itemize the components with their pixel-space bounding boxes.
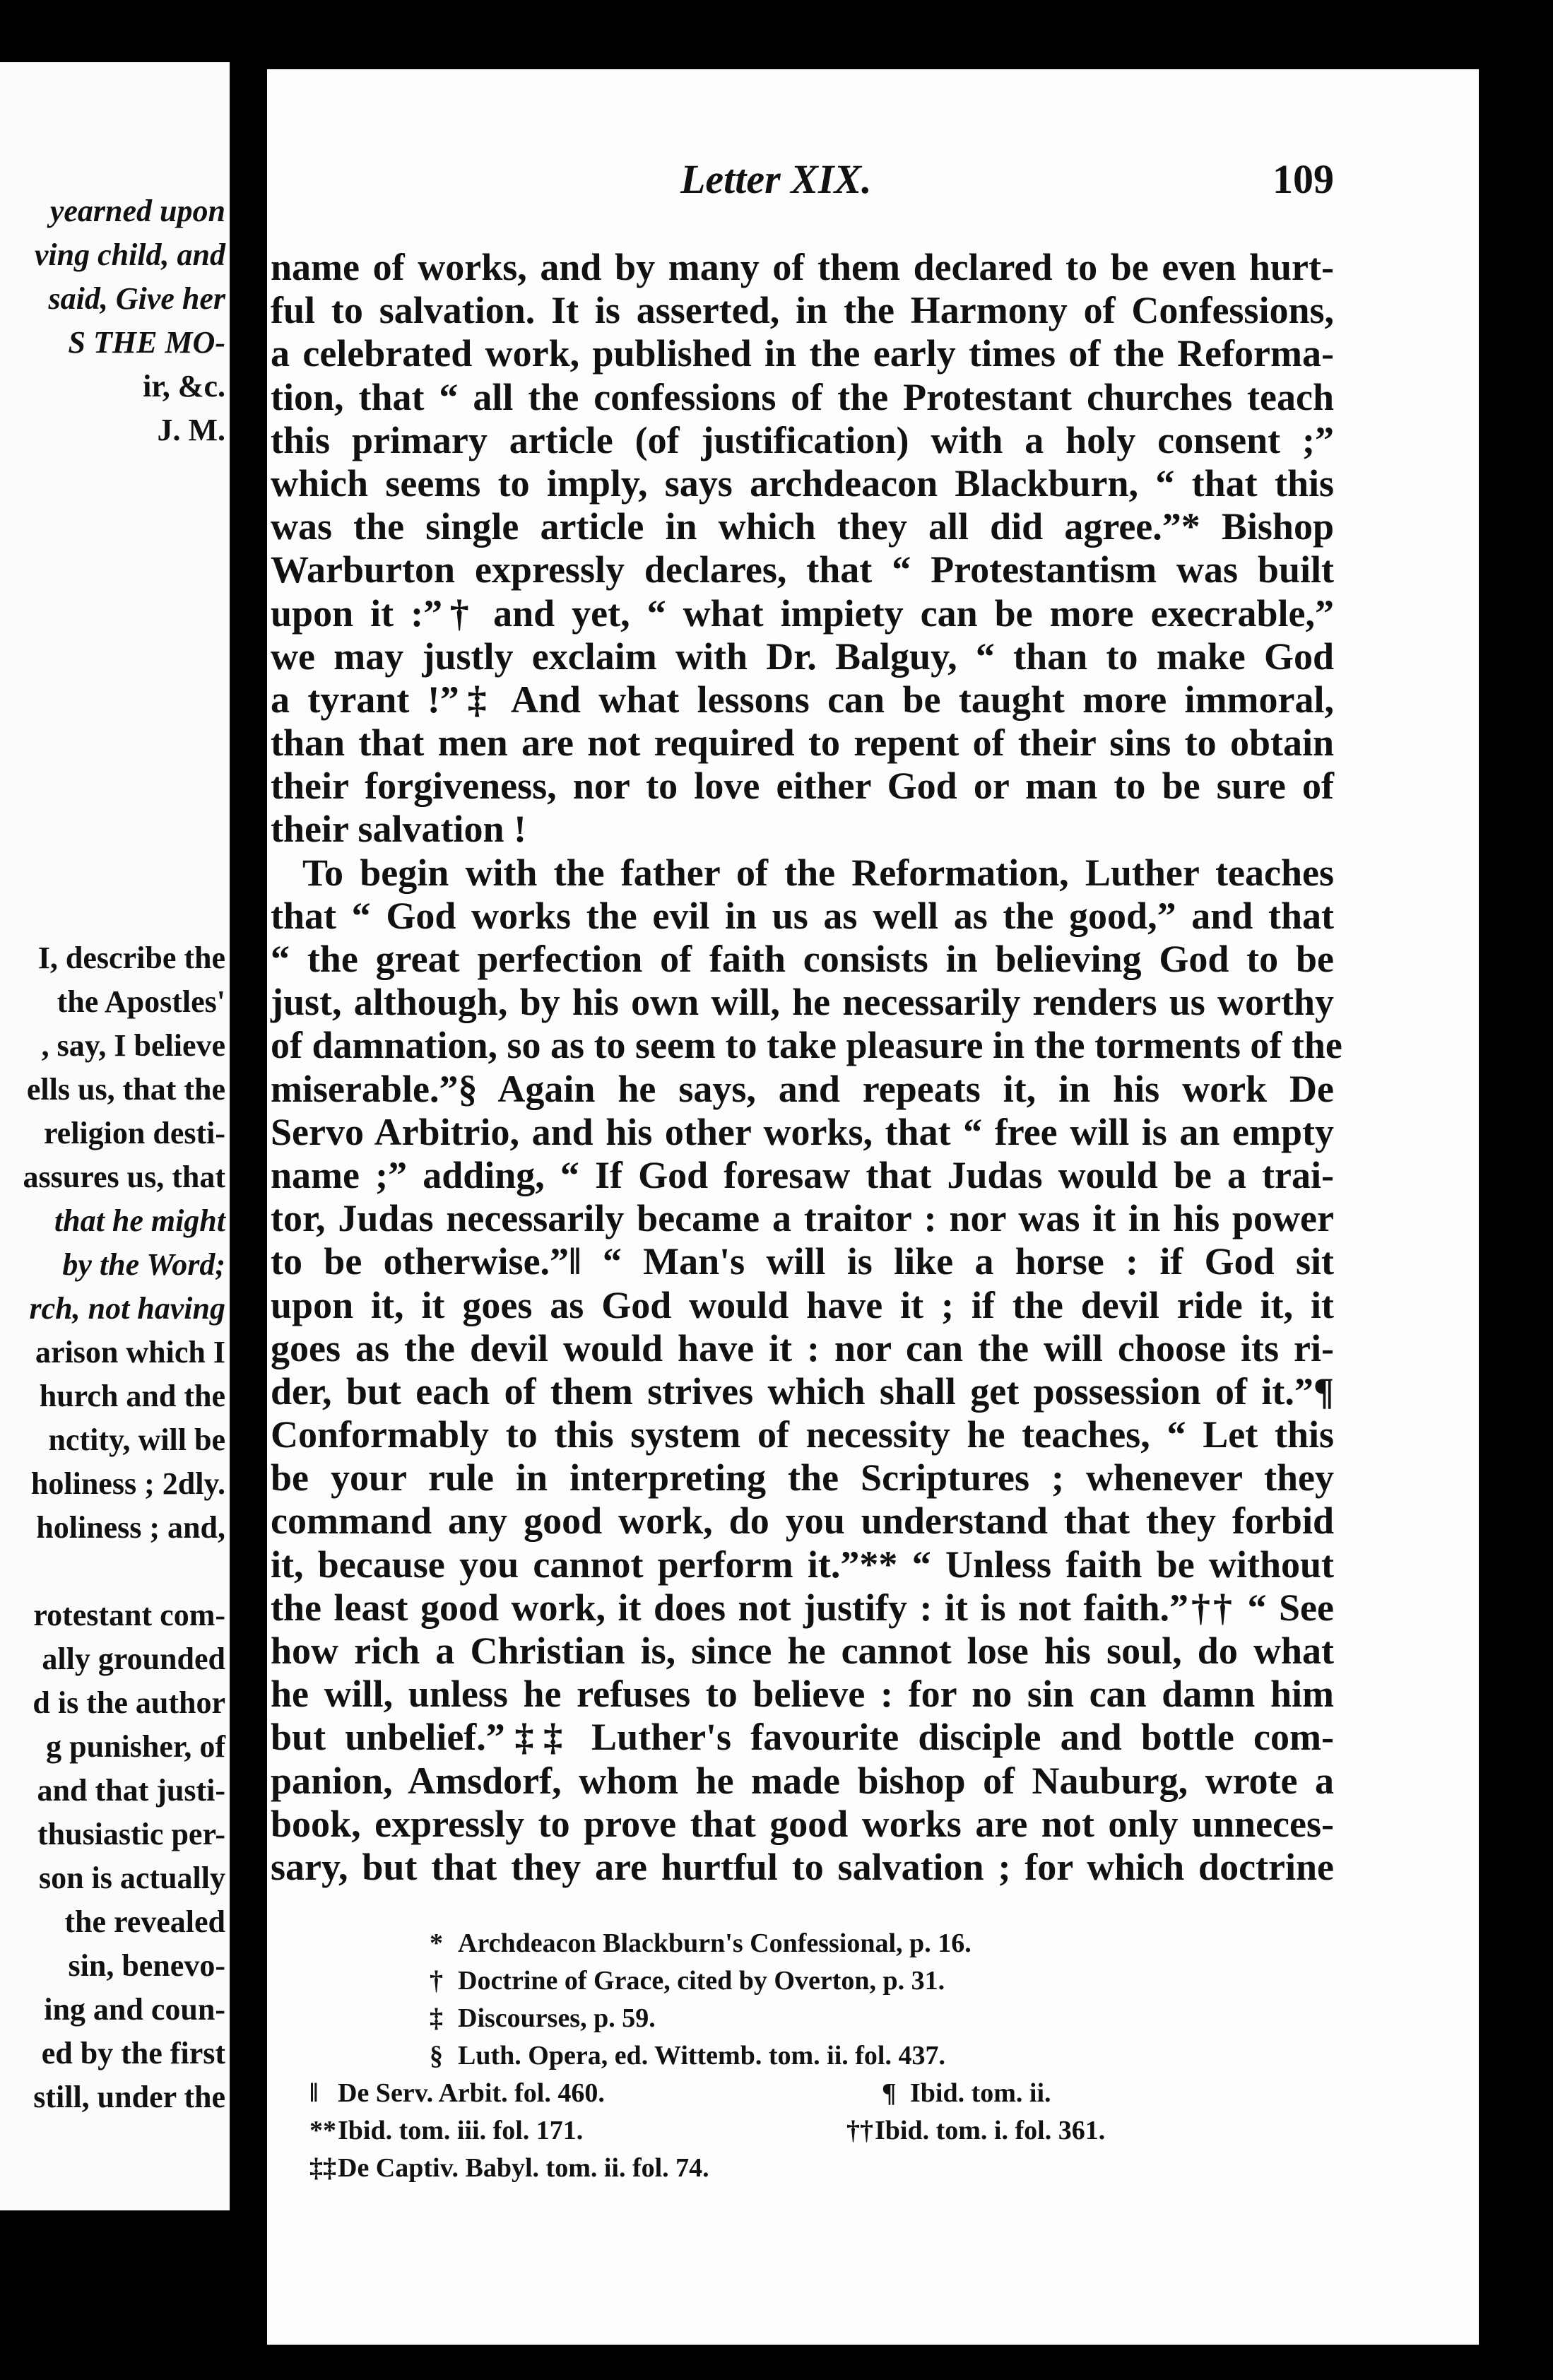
footnote (430, 1928, 972, 1959)
left-page-line: , say, I believe (41, 1028, 225, 1063)
right-page (267, 69, 1479, 2345)
body-line: their salvation ! (271, 808, 526, 851)
left-page-line: thusiastic per- (37, 1817, 225, 1851)
footnote-mark: ‡ (430, 2003, 443, 2033)
body-line: this primary article (of justification) with a holy consent ;” (271, 418, 1334, 461)
left-page-line: rotestant com- (33, 1598, 225, 1632)
left-page-line: g punisher, of (46, 1729, 225, 1764)
left-page-line: I, describe the (37, 941, 225, 975)
footnote (309, 2115, 583, 2146)
body-line: the least good work, it does not justify : it is not faith.”†† “ See (271, 1586, 1334, 1629)
left-page-line: ving child, and (34, 237, 225, 272)
body-line: than that men are not required to repent of their sins to obtain (271, 721, 1334, 765)
footnote (309, 2152, 709, 2184)
footnote-text: Ibid. tom. i. fol. 361. (875, 2116, 1106, 2145)
footnote-text: De Captiv. Babyl. tom. ii. fol. 74. (338, 2153, 709, 2183)
body-line: panion, Amsdorf, whom he made bishop of Nauburg, wrote a (271, 1759, 1334, 1802)
left-page-line: ed by the first (41, 2036, 225, 2070)
left-page-line: yearned upon (49, 194, 225, 228)
left-page-line: that he might (54, 1203, 225, 1238)
body-line: “ the great perfection of faith consists in believing God to be (271, 938, 1334, 980)
footnote (430, 2003, 656, 2034)
footnote-mark: ‡‡ (309, 2153, 336, 2183)
body-line: book, expressly to prove that good works are not only unneces- (271, 1802, 1334, 1845)
footnote-text: Ibid. tom. iii. fol. 171. (338, 2116, 584, 2145)
body-line: be your rule in interpreting the Scriptures ; whenever they (271, 1456, 1334, 1500)
footnote (430, 2040, 945, 2071)
footnote-text: Doctrine of Grace, cited by Overton, p. 31. (458, 1966, 945, 1996)
page-header (267, 155, 1479, 212)
body-line: to be otherwise.”‖ “ Man's will is like a horse : if God sit (271, 1240, 1334, 1283)
body-text (271, 246, 1342, 1889)
body-line: Servo Arbitrio, and his other works, that “ free will is an empty (271, 1110, 1334, 1153)
body-line: it, because you cannot perform it.”** “ Unless faith be without (271, 1543, 1334, 1586)
left-page-line: assures us, that (23, 1160, 225, 1194)
left-page-line: sin, benevo- (68, 1948, 225, 1983)
left-page-line: arison which I (35, 1335, 225, 1369)
running-title: Letter XIX. (680, 156, 872, 202)
footnote-text: Discourses, p. 59. (458, 2003, 656, 2033)
body-line: upon it, it goes as God would have it ; if the devil ride it, it (271, 1283, 1334, 1326)
body-line: was the single article in which they all did agree.”* Bishop (271, 505, 1334, 548)
left-page-line: ally grounded (42, 1642, 225, 1676)
body-line: der, but each of them strives which shall get possession of it.”¶ (271, 1369, 1334, 1413)
body-line: goes as the devil would have it : nor can the will choose its ri- (271, 1326, 1334, 1369)
footnote (882, 2078, 1051, 2109)
left-page-line: ells us, that the (26, 1072, 225, 1107)
body-line: To begin with the father of the Reformation, Luther teaches (302, 851, 1334, 894)
body-line: he will, unless he refuses to believe : for no sin can damn him (271, 1673, 1334, 1716)
body-line: command any good work, do you understand that they forbid (271, 1500, 1334, 1543)
left-page-line: holiness ; 2dly. (30, 1466, 225, 1501)
body-line: of damnation, so as to seem to take pleasure in the torments of the (271, 1024, 1342, 1067)
left-page-line: S THE MO- (68, 325, 225, 360)
footnote-mark: § (430, 2041, 443, 2070)
body-line: ful to salvation. It is asserted, in the Harmony of Confessions, (271, 289, 1334, 332)
left-page-line: the revealed (64, 1904, 225, 1939)
footnote (309, 2078, 605, 2109)
left-page-line: hurch and the (39, 1379, 225, 1413)
left-page-line: by the Word; (62, 1247, 225, 1282)
left-page-line: still, under the (33, 2080, 225, 2114)
page-number: 109 (1272, 156, 1334, 202)
body-line: miserable.”§ Again he says, and repeats it, in his work De (271, 1067, 1334, 1110)
left-page-line: ir, &c. (143, 369, 225, 403)
body-line: Conformably to this system of necessity he teaches, “ Let this (271, 1413, 1334, 1456)
footnote-mark: † (430, 1966, 443, 1996)
body-line: name ;” adding, “ If God foresaw that Judas would be a trai- (271, 1153, 1334, 1196)
left-page-line: religion desti- (43, 1116, 225, 1150)
left-page-line: and that justi- (37, 1773, 225, 1808)
body-line: their forgiveness, nor to love either God or man to be sure of (271, 765, 1334, 808)
footnote-mark: ‖ (309, 2078, 319, 2108)
body-line: tor, Judas necessarily became a traitor : nor was it in his power (271, 1197, 1334, 1240)
body-line: name of works, and by many of them declared to be even hurt- (271, 246, 1334, 288)
footnote-mark: †† (846, 2116, 873, 2145)
footnote-mark: * (430, 1928, 443, 1958)
body-line: just, although, by his own will, he necessarily renders us worthy (271, 981, 1334, 1024)
body-line: which seems to imply, says archdeacon Blackburn, “ that this (271, 461, 1334, 505)
footnote-text: Archdeacon Blackburn's Confessional, p. 16. (458, 1928, 972, 1958)
footnote (430, 1965, 945, 1996)
body-line: upon it :”† and yet, “ what impiety can be more execrable,” (271, 591, 1334, 635)
left-page-line: ing and coun- (44, 1992, 225, 2027)
footnote-mark: ** (309, 2116, 336, 2145)
footnote-text: Luth. Opera, ed. Wittemb. tom. ii. fol. 437. (458, 2041, 945, 2070)
left-page-line: holiness ; and, (36, 1510, 225, 1545)
left-page-line: d is the author (33, 1685, 225, 1720)
left-page-line: rch, not having (29, 1291, 225, 1326)
body-line: that “ God works the evil in us as well as the good,” and that (271, 894, 1334, 937)
body-line: we may justly exclaim with Dr. Balguy, “ than to make God (271, 635, 1334, 678)
footnote-text: Ibid. tom. ii. (910, 2078, 1051, 2108)
body-line: tion, that “ all the confessions of the Protestant churches teach (271, 375, 1334, 418)
body-line: how rich a Christian is, since he cannot lose his soul, do what (271, 1630, 1334, 1672)
body-line: but unbelief.”‡‡ Luther's favourite disciple and bottle com- (271, 1716, 1334, 1759)
left-page-line: nctity, will be (48, 1422, 225, 1457)
body-line: Warburton expressly declares, that “ Protestantism was built (271, 548, 1334, 591)
left-page-line: J. M. (157, 413, 225, 447)
left-page-line: the Apostles' (57, 984, 225, 1019)
footnote-text: De Serv. Arbit. fol. 460. (338, 2078, 605, 2108)
left-page-line: son is actually (38, 1861, 225, 1895)
footnote (846, 2115, 1105, 2146)
left-page-line: said, Give her (48, 281, 225, 316)
body-line: a tyrant !”‡ And what lessons can be taught more immoral, (271, 678, 1334, 721)
body-line: a celebrated work, published in the early times of the Reforma- (271, 332, 1334, 375)
left-page-fragment (0, 62, 230, 2210)
body-line: sary, but that they are hurtful to salvation ; for which doctrine (271, 1845, 1334, 1888)
footnote-mark: ¶ (882, 2078, 897, 2108)
